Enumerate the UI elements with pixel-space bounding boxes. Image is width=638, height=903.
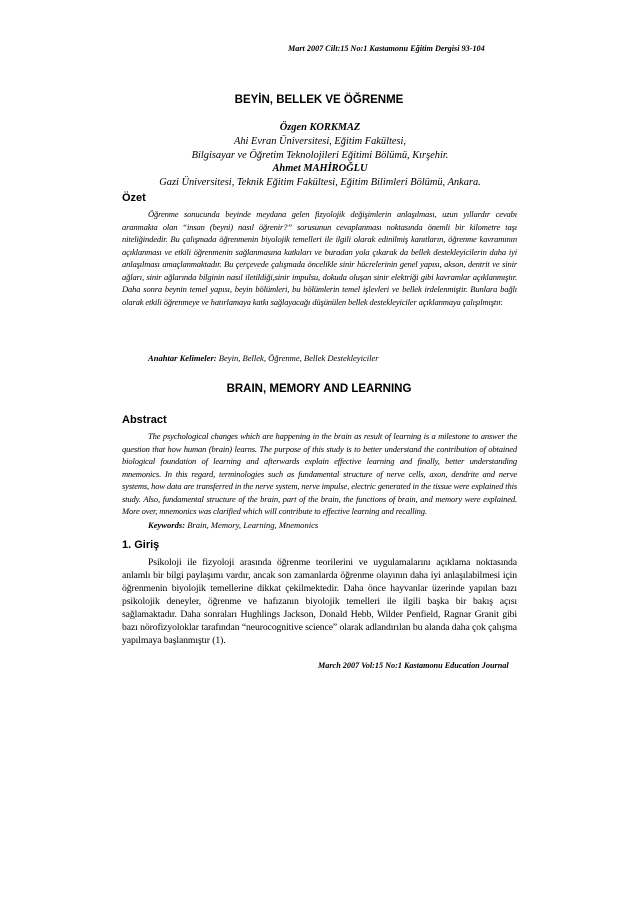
ozet-text [122,208,517,308]
abstract-keywords [148,520,318,530]
keywords-value: Beyin, Bellek, Öğrenme, Bellek Destekleyiciler [218,353,379,363]
author-block-2 [60,162,580,190]
author-name: Özgen KORKMAZ [279,122,361,133]
author-affiliation: Ahi Evran Üniversitesi, Eğitim Fakültesi, [234,136,406,147]
abstract-text [122,430,517,518]
abstract-paragraph: The psychological changes which are happening in the brain as result of learning is a milestone to answer the question that how human (brain) learns. The purpose of this study is to better understand the contribution of obtained biological foundation of learning and afterwards explain effective learning and finally, better understanding mnemonics. In this regard, terminologies such as fundamental structure of nerve cells, axon, dendrite and nerve systems, how data are transferred in the nerve system, nerve impulse, electric generated in the tissue were explained this study. Also, fundamental structure of the brain, part of the brain, the functions of brain, and memory were explained. More over, mnemonics was clarified which will contribute to effective learning and recalling. [122,431,517,516]
title-english: BRAIN, MEMORY AND LEARNING [226,383,412,395]
title-turkish: BEYİN, BELLEK VE ÖĞRENME [234,94,404,106]
keywords-label: Anahtar Kelimeler: [148,353,217,363]
section-1-paragraph: Psikoloji ile fizyoloji arasında öğrenme teorilerini ve uygulamalarını açıklama noktasında anlamlı bir bilgi paylaşımı vardır, ancak son zamanlarda öğrenme olayının daha iyi anlaşılabilmesi için öğrenmenin biyolojik temellerine dikkat çekilmektedir. Daha önce hayvanlar üzerinde yapılan bazı psikolojik deneyler, öğrenme ve hafızanın biyolojik temelleri ile ilgili başka bir bakış açısı sağlamaktadır. Daha sonraları Hughlings Jackson, Donald Hebb, Wilder Penfield, Ragnar Granit gibi bazı nörofizyoloklar tarafından “neurocognitive science” olarak adlandırılan bu alanda daha çok çalışma yapılmaya başlanmıştır (1). [122,557,517,646]
ozet-heading: Özet [122,192,146,204]
journal-header: Mart 2007 Cilt:15 No:1 Kastamonu Eğitim Dergisi 93-104 [288,44,485,53]
author-affiliation: Gazi Üniversitesi, Teknik Eğitim Fakültesi, Eğitim Bilimleri Bölümü, Ankara. [159,177,481,188]
journal-footer: March 2007 Vol:15 No:1 Kastamonu Education Journal [318,661,509,670]
section-1-text [122,556,517,647]
ozet-keywords [148,353,379,363]
section-1-heading: 1. Giriş [122,539,160,551]
author-name: Ahmet MAHİROĞLU [272,163,368,174]
author-block-1 [60,121,580,163]
keywords-value: Brain, Memory, Learning, Mnemonics [187,520,319,530]
keywords-label: Keywords: [148,520,186,530]
ozet-paragraph: Öğrenme sonucunda beyinde meydana gelen fizyolojik değişimlerin anlaşılması, uzun yıllardır cevabı aranmakta olan “insan (beyni) nasıl öğrenir?” sorusunun cevaplanması noktasında önemli bir kilometre taşı niteliğindedir. Bu çalışmada öğrenmenin biyolojik temelleri ile ilgili olarak edinilmiş kanıtların, öğrenme kavramının açıklanması ve etkili öğrenmenin sağlanmasına katkıları ve buradan yola çıkarak da bellek destekleyicilerin daha iyi anlaşılması amaçlanmaktadır. Bu çerçevede çalışmada öncelikle sinir hücrelerinin genel yapısı, akson, dentrit ve sinir ağları, sinir ağlarında bilginin nasıl iletildiği,sinir impulsu, dokuda oluşan sinir elektriği gibi kavramlar açıklanmıştır. Daha sonra beynin temel yapısı, beyin bölümleri, bu bölümlerin temel işlevleri ve bellek irdelenmiştir. Bunlara bağlı olarak etkili öğrenmeye ve hatırlamaya katkı sağlayacağı düşünülen bellek destekleyiciler açıklanmaya çalışılmıştır. [122,209,517,307]
abstract-heading: Abstract [122,414,167,426]
author-affiliation: Bilgisayar ve Öğretim Teknolojileri Eğitimi Bölümü, Kırşehir. [191,150,449,161]
